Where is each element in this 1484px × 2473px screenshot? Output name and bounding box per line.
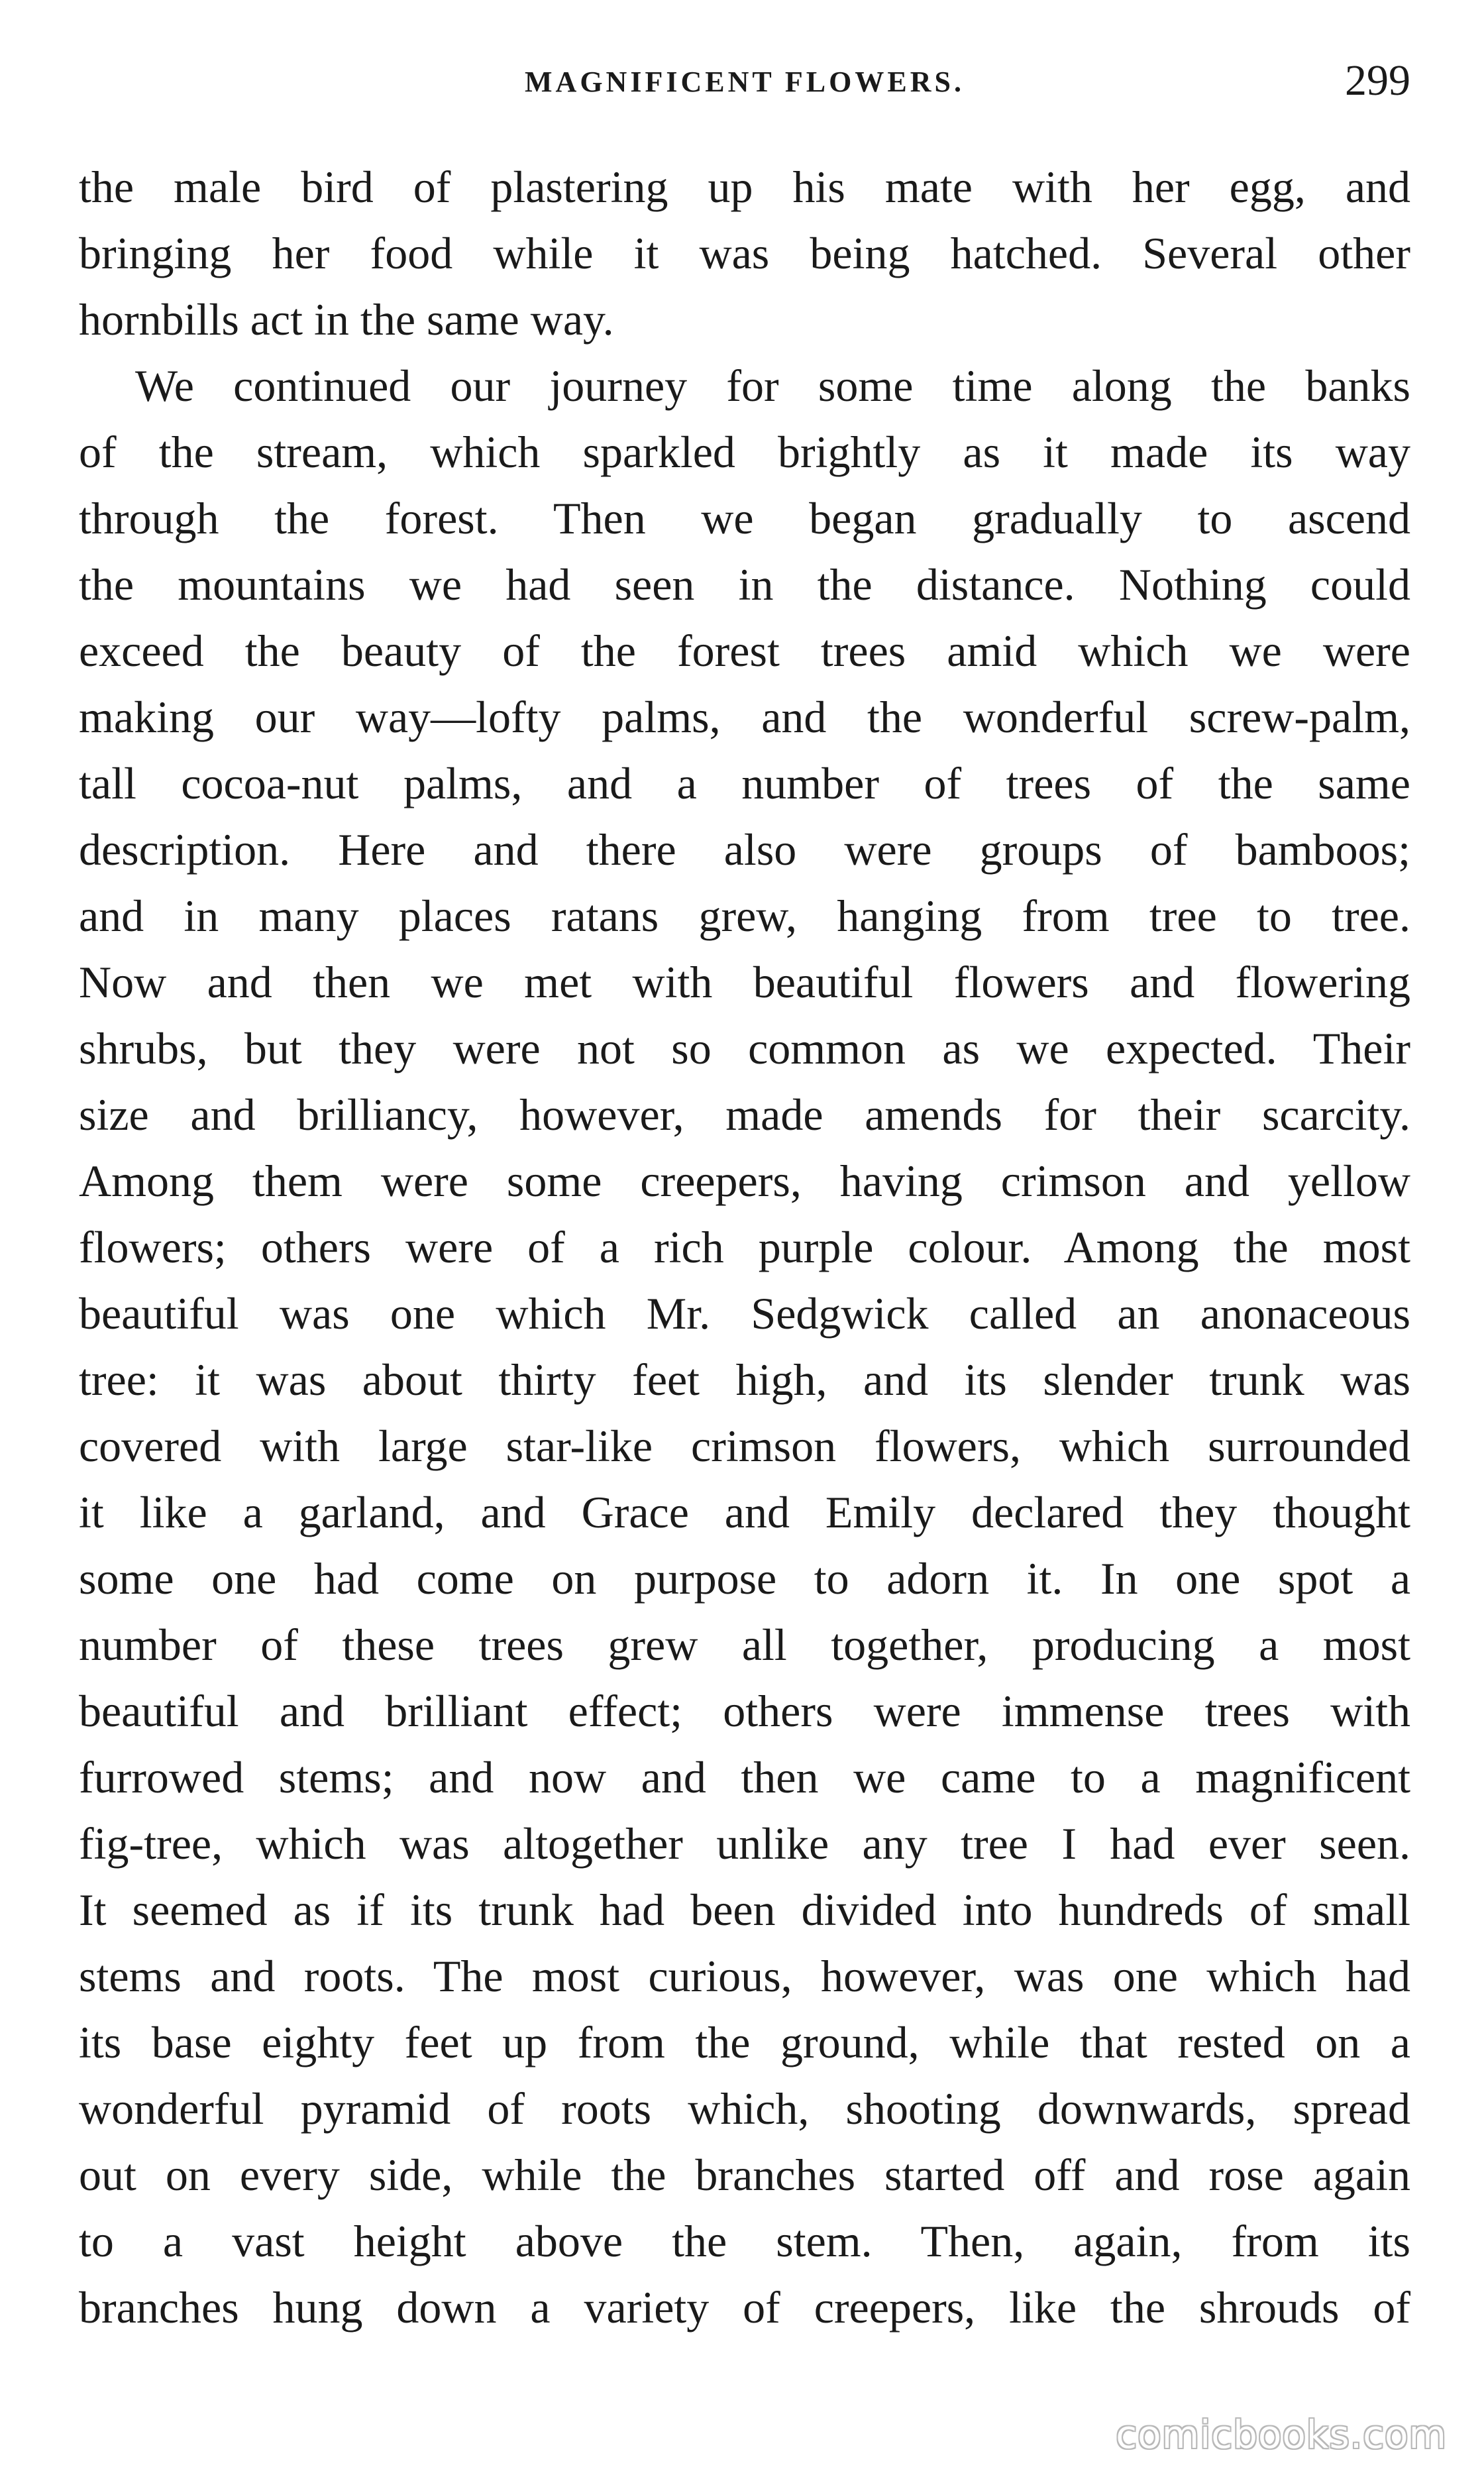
text-line: out on every side, while the branches started off and rose again: [79, 2150, 1410, 2200]
text-line: wonderful pyramid of roots which, shooting downwards, spread: [79, 2083, 1410, 2134]
text-line: making our way—lofty palms, and the wonderful screw-palm,: [79, 692, 1410, 742]
text-line: beautiful was one which Mr. Sedgwick called an anonaceous: [79, 1288, 1410, 1339]
text-line: covered with large star-like crimson flowers, which surrounded: [79, 1421, 1410, 1471]
text-line: branches hung down a variety of creepers, like the shrouds of: [79, 2282, 1410, 2333]
text-line: tree: it was about thirty feet high, and its slender trunk was: [79, 1354, 1410, 1405]
page-number: 299: [1345, 56, 1410, 105]
text-line: tall cocoa-nut palms, and a number of trees of the same: [79, 758, 1410, 808]
text-line: it like a garland, and Grace and Emily declared they thought: [79, 1487, 1410, 1537]
text-line: through the forest. Then we began gradually to ascend: [79, 493, 1410, 543]
text-line: beautiful and brilliant effect; others were immense trees with: [79, 1686, 1410, 1736]
text-line: exceed the beauty of the forest trees amid which we were: [79, 626, 1410, 676]
text-line: description. Here and there also were groups of bamboos;: [79, 824, 1410, 875]
text-line: Now and then we met with beautiful flowers and flowering: [79, 957, 1410, 1007]
page-header: [79, 58, 1410, 131]
body-text: [79, 154, 1410, 2340]
text-line: fig-tree, which was altogether unlike any tree I had ever seen.: [79, 1818, 1410, 1869]
watermark: comicbooks.com: [1116, 2412, 1447, 2457]
text-line: and in many places ratans grew, hanging from tree to tree.: [79, 891, 1410, 941]
text-line: some one had come on purpose to adorn it. In one spot a: [79, 1553, 1410, 1604]
text-line: furrowed stems; and now and then we came to a magnificent: [79, 1752, 1410, 1802]
text-line: It seemed as if its trunk had been divided into hundreds of small: [79, 1885, 1410, 1935]
text-line: the mountains we had seen in the distance. Nothing could: [79, 559, 1410, 610]
text-line: size and brilliancy, however, made amends for their scarcity.: [79, 1089, 1410, 1140]
text-line: stems and roots. The most curious, however, was one which had: [79, 1951, 1410, 2001]
text-line: bringing her food while it was being hatched. Several other: [79, 228, 1410, 278]
running-head: MAGNIFICENT FLOWERS.: [525, 66, 965, 98]
text-line: to a vast height above the stem. Then, again, from its: [79, 2216, 1410, 2266]
text-line: flowers; others were of a rich purple colour. Among the most: [79, 1222, 1410, 1272]
text-line: Among them were some creepers, having crimson and yellow: [79, 1156, 1410, 1206]
text-line: the male bird of plastering up his mate with her egg, and: [79, 162, 1410, 212]
text-line: number of these trees grew all together, producing a most: [79, 1620, 1410, 1670]
text-line: shrubs, but they were not so common as we expected. Their: [79, 1023, 1410, 1073]
text-line: its base eighty feet up from the ground, while that rested on a: [79, 2017, 1410, 2067]
text-line: of the stream, which sparkled brightly as it made its way: [79, 427, 1410, 477]
text-line: hornbills act in the same way.: [79, 294, 614, 345]
text-line: We continued our journey for some time along the banks: [135, 360, 1410, 411]
